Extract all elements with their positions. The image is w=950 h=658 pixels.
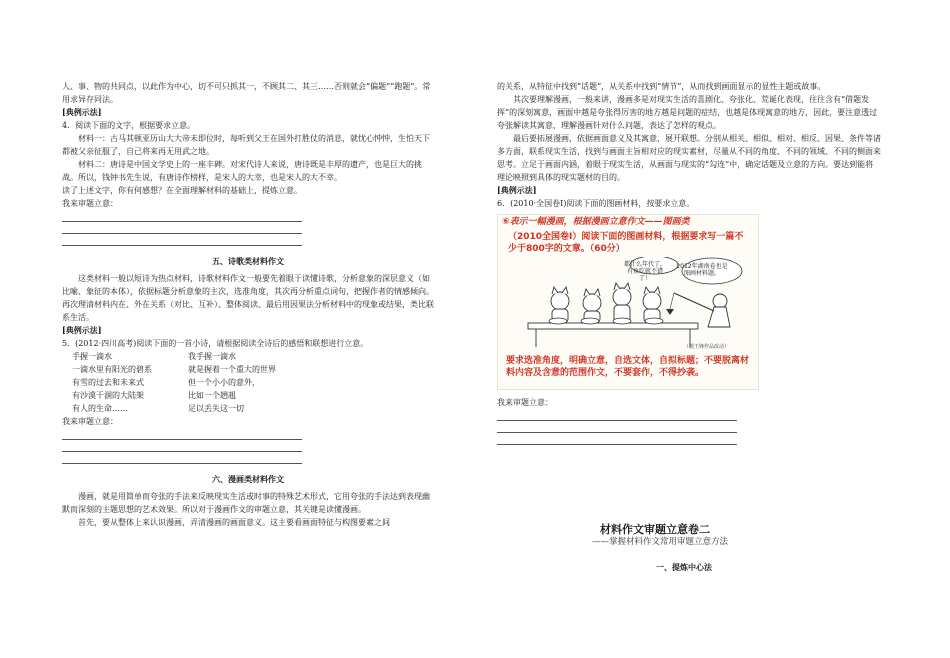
paper-subtitle: ——掌握材料作文常用审题立意方法 [592,537,729,547]
figure-credit: （据王锋作品改动） [684,344,730,350]
answer-line[interactable] [497,420,737,421]
left-column [62,80,434,529]
question-6: 6．(2010·全国卷Ⅰ)阅读下面的图画材料，按要求立意。 [497,199,695,208]
figure-requirement: 要求选准角度，明确立意，自选文体，自拟标题；不要脱离材料内容及含意的范围作文，不要套作，不得抄袭。 [506,356,750,378]
answer-line[interactable] [62,439,302,440]
answer-line[interactable] [62,245,302,246]
answer-line[interactable] [497,432,737,433]
q4-material-1: 材料一：古马其顿亚历山大大帝未即位时，每听到父王在国外打胜仗的消息，就忧心忡忡，生怕天下都被父亲征服了，自己将来再无用武之地。 [62,134,430,156]
example-label: [典例示法] [62,325,102,335]
answer-label: 我来审题立意： [62,199,118,208]
answer-line[interactable] [62,463,302,464]
section-6-paragraph-2: 首先，要从整体上来认识漫画，弄清漫画的画面意义。这主要看画面特征与构图要素之间 [78,518,390,527]
poem-line: 有人的生命…… 足以丢失这一切 [72,404,244,413]
figure-banner: ⑥表示一幅漫画，根据漫画立意作文——图画类 [502,217,690,227]
answer-line[interactable] [62,451,302,452]
section-1-title: 一、提炼中心法 [656,562,712,572]
speech-bubble-right: 2012年湖南卷也是图画材料题。 [676,263,728,277]
q4-ask: 读了上述文字，你有何感想？在全面理解材料的基础上，提炼立意。 [62,186,302,195]
answer-line[interactable] [497,444,737,445]
right-column [497,80,881,452]
section-6-title: 六、漫画类材料作文 [212,474,284,484]
poem-line: 一滴水里有阳光的碧系 就是握着一个重大的世界 [72,365,276,374]
section-5-body: 这类材料一般以短诗为热点材料，诗歌材料作文一般要先着眼于读懂诗歌，分析意象的深层意义（如比喻、象征的本体），依据标题分析意象的主次，选准角度，其次再分析重点词句，把握作者的情感倾向。再次理清材料内在、外在关系（对比、互补）、整体阅读、最后用因果法分析材料中的现象或结果，类比联系生活。 [62,274,434,322]
right-paragraph-2: 其次要理解漫画，一般来讲，漫画多是对现实生活的喜剧化、夸张化、荒诞化表现，往往含有“借题发挥”的深刻寓意，画面中越是夸张得厉害的地方越是问题的症结，也越是体现寓意的地方，因此，要注意透过夸张解读其寓意，理解漫画针对什么问题，表达了怎样的观点。 [497,95,878,130]
answer-label: 我来审题立意： [62,417,118,426]
answer-label: 我来审题立意： [497,398,553,407]
right-paragraph-3: 最后要拓展漫画，依据画面意义及其寓意，展开联想。分别从相关、相似、相对、相反、因果、条件等诸多方面，联系现实生活，找到与画面主旨相对应的现实素材，尽量从不同的角度、不同的领域、不同的侧面来思考。立足于画面内涵，着眼于现实生活，从画面与现实的“勾连”中，确定话题及立意的方向。要达到能将理论映照到具体的现实题材的目的。 [497,134,881,182]
poem-line: 手握一滴水 我手握一滴水 [72,352,236,361]
section-5-title: 五、诗歌类材料作文 [212,256,284,266]
intro-paragraph: 人、事、物的共同点，以此作为中心，切不可只抓其一，不顾其二、其三……否则就会“偏题”“跑题”。常用求异存同法。 [62,82,431,104]
right-paragraph-1: 的关系，从特征中找到“话题”，从关系中找到“情节”，从而找到画面显示的显性主题或故事。 [497,82,826,91]
question-5: 5．(2012·四川高考)阅读下面的一首小诗，请根据阅读全诗后的感悟和联想进行立意。 [62,339,369,348]
poem [62,350,434,415]
q4-material-2: 材料二：唐诗是中国文学史上的一座丰碑。对宋代诗人来说，唐诗既是丰厚的遗产，也是巨大的挑战。所以，钱钟书先生说，有唐诗作榜样，是宋人的大幸，也是宋人的大不幸。 [62,160,422,182]
cartoon-figure [497,214,759,390]
example-label: [典例示法] [497,185,537,195]
poem-line: 有沙漠干涸的大陆架 比如一个趔趄 [72,391,236,400]
question-4: 4．阅读下面的文字，根据要求立意。 [62,121,196,130]
example-label: [典例示法] [62,107,102,117]
figure-title: （2010全国卷Ⅰ）阅读下面的图画材料，根据要求写一篇不少于800字的文章。（60分） [508,232,744,254]
answer-line[interactable] [62,221,302,222]
paper-title: 材料作文审题立意卷二 [600,523,710,536]
section-6-paragraph-1: 漫画，就是用简单而夸张的手法来反映现实生活或时事的特殊艺术形式，它用夸张的手法达到表现幽默而深刻的主题思想的艺术效果。所以对于漫画作文的审题立意，其关键是读懂漫画。 [62,492,430,514]
answer-line[interactable] [62,233,302,234]
speech-bubble-left: 都什么年代了，有鱼吃就不错了！ [623,261,666,282]
poem-line: 有雪的过去和未来式 但一个小小的意外， [72,378,260,387]
